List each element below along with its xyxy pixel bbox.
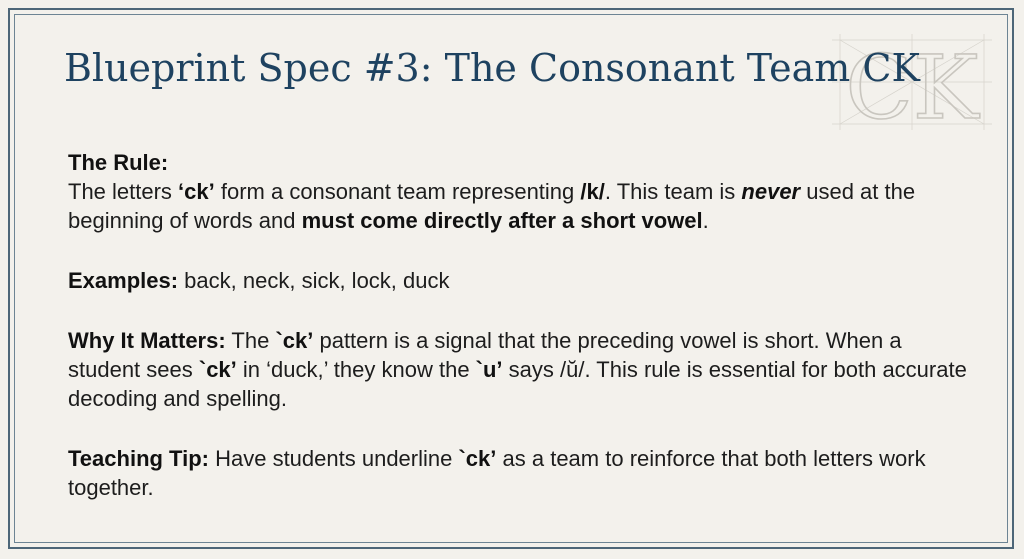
tip-section	[68, 444, 968, 502]
examples-text: back, neck, sick, lock, duck	[178, 268, 450, 293]
rule-text: form a consonant team representing	[214, 179, 581, 204]
tip-text: Have students underline	[208, 446, 459, 471]
why-heading: Why It Matters:	[68, 328, 226, 353]
rule-ck: ‘ck’	[178, 179, 215, 204]
rule-text: . This team is	[604, 179, 742, 204]
examples-heading: Examples:	[68, 268, 179, 293]
rule-text: The letters	[68, 179, 179, 204]
rule-text: used at the beginning of words and	[68, 179, 916, 233]
rule-section	[68, 148, 968, 235]
svg-text:CK: CK	[845, 36, 979, 130]
why-section	[68, 326, 968, 413]
tip-text: as a team to reinforce that both letters work together.	[68, 446, 926, 500]
rule-heading: The Rule:	[68, 150, 169, 175]
why-u: `u’	[475, 357, 503, 382]
rule-text: .	[702, 208, 709, 233]
why-text: in ‘duck,’ they know the	[236, 357, 476, 382]
rule-never: never	[741, 179, 801, 204]
tip-heading: Teaching Tip:	[68, 446, 209, 471]
content-body	[68, 148, 968, 502]
page-title: Blueprint Spec #3: The Consonant Team CK	[64, 46, 920, 90]
rule-emphasis: must come directly after a short vowel	[301, 208, 703, 233]
why-ck: `ck’	[275, 328, 314, 353]
why-text: pattern is a signal that the preceding vowel is short. When a student sees	[68, 328, 902, 382]
why-text: The	[225, 328, 276, 353]
tip-ck: `ck’	[458, 446, 497, 471]
why-text: says /ŭ/. This rule is essential for both accurate decoding and spelling.	[68, 357, 967, 411]
examples-section	[68, 266, 968, 295]
why-ck: `ck’	[198, 357, 237, 382]
rule-phoneme: /k/	[580, 179, 605, 204]
